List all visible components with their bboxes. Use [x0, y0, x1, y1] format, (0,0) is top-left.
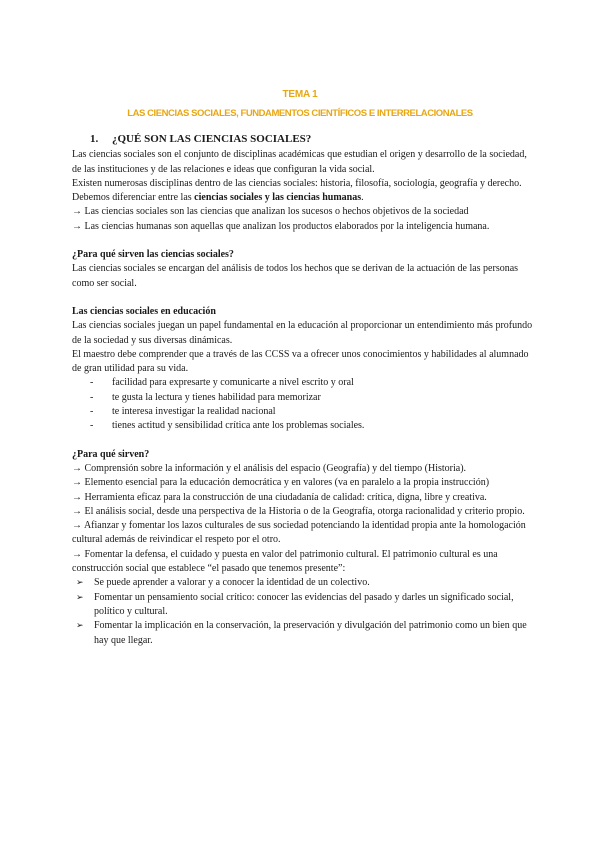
arrow-line: → Afianzar y fomentar los lazos culturales de sus sociedad potenciando la identidad propia ante la homologación cultural además de reivindicar el respeto por el otro. [72, 520, 526, 546]
list-item-text: Fomentar un pensamiento social crítico: conocer las evidencias del pasado y darles un significado social, político y cultural. [94, 591, 514, 617]
arrow-line: → Fomentar la defensa, el cuidado y puesta en valor del patrimonio cultural. El patrimonio cultural es una construcción social que establece “el pasado que tenemos presente”: [72, 548, 498, 575]
list-item: - te interesa investigar la realidad nacional [90, 405, 534, 419]
arrow-line: → El análisis social, desde una perspectiva de la Historia o de la Geografía, otorga racionalidad y criterio propio. [72, 505, 525, 517]
section-title: ¿QUÉ SON LAS CIENCIAS SOCIALES? [112, 133, 312, 145]
list-item [76, 576, 534, 590]
arrow-line: → Elemento esencial para la educación democrática y en valores (va en paralelo a la propia instrucción) [72, 477, 490, 489]
arrow-line: → Las ciencias sociales son las ciencias que analizan los sucesos o hechos objetivos de la sociedad [72, 206, 469, 218]
paragraph: Existen numerosas disciplinas dentro de las ciencias sociales: historia, filosofía, sociología, geografía y derecho. [72, 177, 522, 189]
dash-list [72, 376, 534, 433]
arrow-line: → Comprensión sobre la información y el análisis del espacio (Geografía) y del tiempo (Historia). [72, 462, 467, 474]
section-heading-1 [90, 132, 534, 146]
text-run: Debemos diferenciar entre las [72, 192, 195, 204]
arrowhead-bullet-icon: ➢ [76, 592, 84, 603]
list-item [76, 619, 534, 648]
arrow-line: → Herramienta eficaz para la construcción de una ciudadanía de calidad: crítica, digna, libre y creativa. [72, 491, 487, 503]
list-item: - te gusta la lectura y tienes habilidad para memorizar [90, 391, 534, 405]
list-item-text: Se puede aprender a valorar y a conocer la identidad de un colectivo. [94, 577, 370, 589]
subsection-heading: ¿Para qué sirven? [72, 448, 150, 460]
tema-subtitle: LAS CIENCIAS SOCIALES, FUNDAMENTOS CIENTÍFICOS E INTERRELACIONALES [127, 108, 473, 119]
list-item: - tienes actitud y sensibilidad crítica ante los problemas sociales. [90, 419, 534, 433]
subsection-heading: Las ciencias sociales en educación [72, 305, 216, 317]
document-header [0, 88, 600, 120]
paragraph: El maestro debe comprender que a través de las CCSS va a ofrecer unos conocimientos y habilidades al alumnado de gran utilidad para su vida. [72, 348, 529, 375]
document-body [72, 132, 534, 648]
paragraph: Las ciencias sociales son el conjunto de disciplinas académicas que estudian el origen y desarrollo de la sociedad, de las instituciones y de las relaciones e ideas que configuran la vida social. [72, 149, 527, 175]
arrowhead-bullet-icon: ➢ [76, 578, 84, 589]
list-item [76, 591, 534, 620]
text-run: . [361, 192, 364, 204]
tema-label: TEMA 1 [282, 89, 318, 100]
paragraph: Las ciencias sociales juegan un papel fundamental en la educación al proporcionar un entendimiento más profundo de la sociedad y sus diversas dinámicas. [72, 320, 533, 346]
section-number: 1. [90, 133, 99, 145]
list-item: - facilidad para expresarte y comunicarte a nivel escrito y oral [90, 376, 534, 390]
bold-text: ciencias sociales y las ciencias humanas [194, 192, 362, 204]
arrow-bullet-list [72, 576, 534, 647]
paragraph [72, 191, 534, 205]
paragraph: Las ciencias sociales se encargan del análisis de todos los hechos que se derivan de la actuación de las personas como ser social. [72, 263, 519, 289]
list-item-text: Fomentar la implicación en la conservación, la preservación y divulgación del patrimonio como un bien que hay que llegar. [94, 620, 527, 646]
arrowhead-bullet-icon: ➢ [76, 621, 84, 632]
arrow-line: → Las ciencias humanas son aquellas que analizan los productos elaborados por la inteligencia humana. [72, 220, 490, 232]
subsection-heading: ¿Para qué sirven las ciencias sociales? [72, 249, 234, 261]
